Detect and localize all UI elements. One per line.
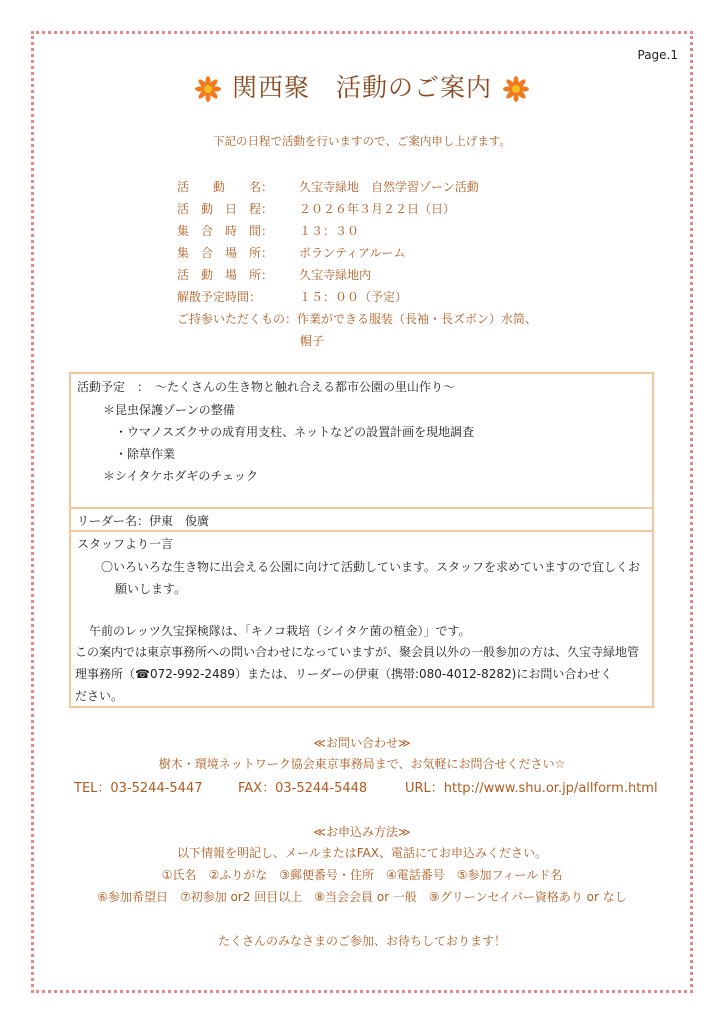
leader-name: リーダー名：伊東 俊廣 (77, 514, 210, 528)
staff-paragraph: 理事務所（☎072-992-2489）または、リーダーの伊東（携帯:080-4012-8282)にお問い合わせく (75, 667, 613, 681)
activity-plan-box (69, 372, 654, 509)
closing-text: たくさんのみなさまのご参加、お待ちしております！ (217, 934, 506, 948)
detail-row: 解散予定時間： １５：００（予定） (177, 290, 408, 304)
detail-row: 集 合 時 間： １３：３０ (177, 224, 360, 238)
detail-row: 集 合 場 所： ボランティアルーム (177, 246, 406, 260)
inquiry-heading: ≪お問い合わせ≫ (313, 736, 411, 750)
contact-url[interactable]: URL：http://www.shu.or.jp/allform.html (405, 781, 658, 796)
apply-line: ①氏名 ②ふりがな ③郵便番号・住所 ④電話番号 ⑤参加フィールド名 (161, 868, 563, 882)
plan-subitem: ・ウマノスズクサの成育用支柱、ネットなどの設置計画を現地調査 (115, 425, 475, 439)
title-text: 関西聚 活動のご案内 (231, 73, 492, 102)
apply-line: 以下情報を明記し、メールまたはFAX、電話にてお申込みください。 (177, 846, 547, 860)
plan-item: ＊昆虫保護ゾーンの整備 (103, 403, 235, 417)
flower-icon (194, 75, 222, 103)
plan-item: ＊シイタケホダギのチェック (103, 469, 259, 483)
flower-icon (502, 75, 530, 103)
detail-row: ご持参いただくもの：作業ができる服装（長袖・長ズボン）水筒、 (177, 312, 538, 326)
detail-row: 活 動 場 所： 久宝寺緑地内 (177, 268, 372, 282)
inquiry-org: 樹木・環境ネットワーク協会東京事務局まで、お気軽にお問合せください☆ (158, 757, 566, 771)
contact-fax: FAX：03-5244-5448 (238, 781, 368, 796)
staff-paragraph: 願いします。 (115, 582, 187, 596)
leader-box (69, 507, 654, 532)
apply-line: ⑥参加希望日 ⑦初参加 or2 回目以上 ⑧当会会員 or 一般 ⑨グリーンセイバー資格あり or なし (97, 890, 627, 904)
staff-paragraph: ださい。 (75, 689, 124, 703)
detail-row: 活 動 日 程： ２０２６年３月２２日（日） (177, 202, 456, 216)
intro-text: 下記の日程で活動を行いますので、ご案内申し上げます。 (213, 134, 511, 148)
plan-heading: 活動予定 ： ～たくさんの生き物と触れ合える都市公園の里山作り～ (77, 380, 456, 394)
apply-heading: ≪お申込み方法≫ (313, 825, 411, 839)
contact-tel: TEL：03-5244-5447 (74, 781, 203, 796)
detail-continuation: 帽子 (300, 334, 325, 348)
staff-paragraph: 午前のレッツ久宝探検隊は、「キノコ栽培（シイタケ菌の植金）」です。 (89, 624, 471, 638)
staff-paragraph: この案内では東京事務所への問い合わせになっていますが、聚会員以外の一般参加の方は、久宝寺緑地管 (75, 645, 640, 659)
staff-paragraph: 〇いろいろな生き物に出会える公園に向けて活動しています。スタッフを求めていますので宜しくお (101, 560, 641, 574)
detail-row: 活 動 名： 久宝寺緑地 自然学習ゾーン活動 (177, 180, 479, 194)
staff-heading: スタッフより一言 (77, 537, 174, 551)
page-title (0, 68, 724, 104)
staff-message-box (69, 530, 654, 708)
plan-subitem: ・除草作業 (115, 447, 176, 461)
page-number: Page.1 (637, 48, 678, 62)
